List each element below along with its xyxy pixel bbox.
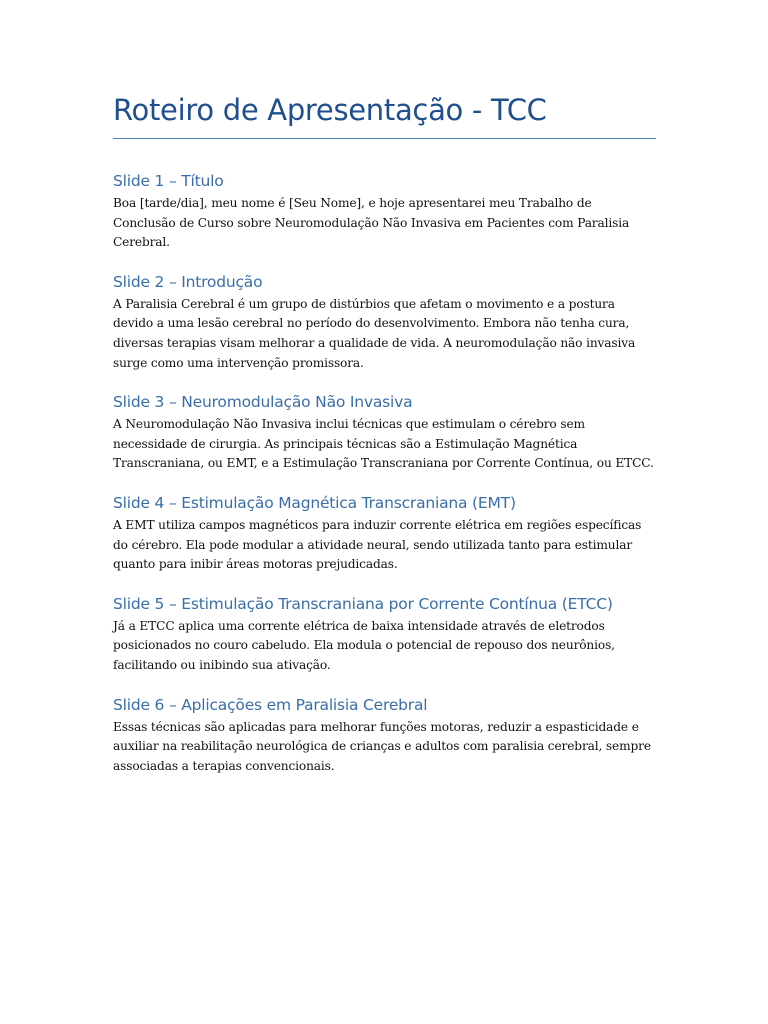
section-slide-2 <box>113 272 656 373</box>
section-heading: Slide 1 – Título <box>113 172 224 190</box>
section-paragraph: Já a ETCC aplica uma corrente elétrica de baixa intensidade através de eletrodos posicionados no couro cabeludo. Ela modula o potencial de repouso dos neurônios, facilitando ou inibindo sua ativação. <box>113 618 615 672</box>
section-paragraph: Essas técnicas são aplicadas para melhorar funções motoras, reduzir a espasticidade e auxiliar na reabilitação neurológica de crianças e adultos com paralisia cerebral, sempre associadas a terapias convencionais. <box>113 719 651 773</box>
section-heading: Slide 2 – Introdução <box>113 272 263 291</box>
document-content <box>113 92 656 776</box>
section-slide-1 <box>113 171 656 253</box>
section-heading: Slide 5 – Estimulação Transcraniana por Corrente Contínua (ETCC) <box>113 594 613 613</box>
section-paragraph: A Neuromodulação Não Invasiva inclui técnicas que estimulam o cérebro sem necessidade de cirurgia. As principais técnicas são a Estimulação Magnética Transcraniana, ou EMT, e a Estimulação Transcraniana por Corrente Contínua, ou ETCC. <box>113 417 654 471</box>
section-slide-6 <box>113 695 656 777</box>
section-heading: Slide 6 – Aplicações em Paralisia Cerebral <box>113 695 428 714</box>
section-slide-3 <box>113 392 656 474</box>
section-heading: Slide 4 – Estimulação Magnética Transcraniana (EMT) <box>113 493 516 512</box>
document-title: Roteiro de Apresentação - TCC <box>113 92 656 139</box>
section-paragraph: A Paralisia Cerebral é um grupo de distúrbios que afetam o movimento e a postura devido a uma lesão cerebral no período do desenvolvimento. Embora não tenha cura, diversas terapias visam melhorar a qualidade de vida. A neuromodulação não invasiva surge como uma intervenção promissora. <box>113 296 636 370</box>
section-heading: Slide 3 – Neuromodulação Não Invasiva <box>113 393 413 412</box>
section-paragraph: A EMT utiliza campos magnéticos para induzir corrente elétrica em regiões específicas do cérebro. Ela pode modular a atividade neural, sendo utilizada tanto para estimular quanto para inibir áreas motoras prejudicadas. <box>113 517 642 572</box>
section-slide-4 <box>113 493 656 575</box>
section-slide-5 <box>113 594 656 676</box>
section-paragraph: Boa [tarde/dia], meu nome é [Seu Nome], e hoje apresentarei meu Trabalho de Conclusão de Curso sobre Neuromodulação Não Invasiva em Pacientes com Paralisia Cerebral. <box>113 196 630 250</box>
